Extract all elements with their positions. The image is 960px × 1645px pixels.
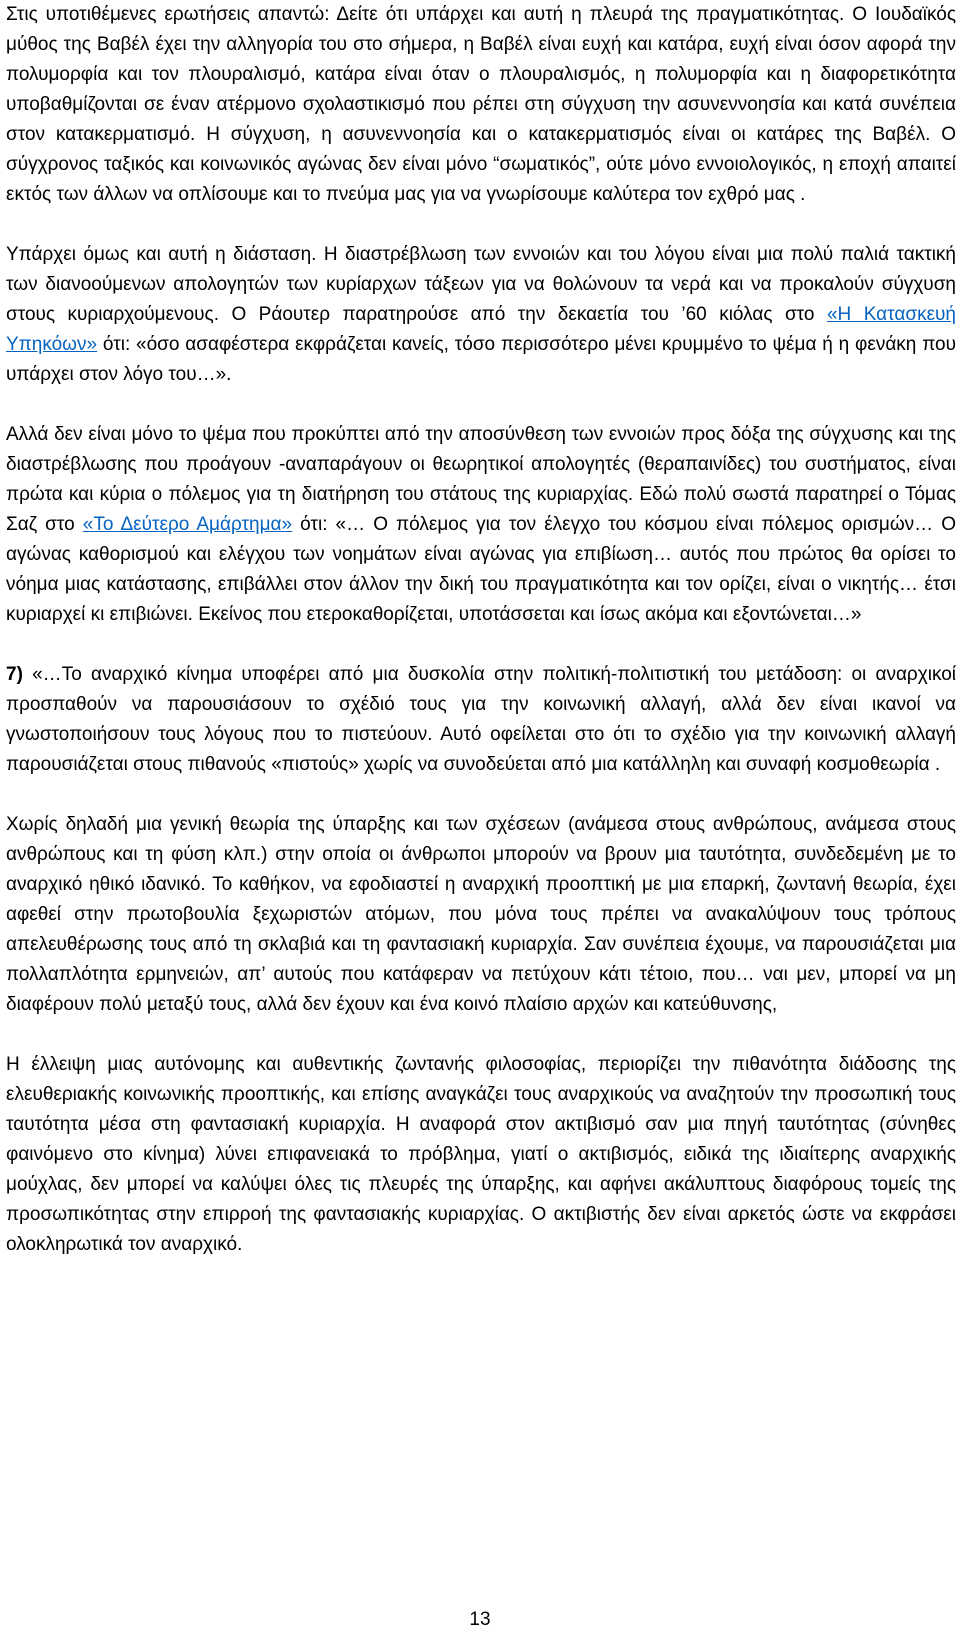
paragraph-3-text-end: ότι: «… Ο πόλεμος για τον έλεγχο του κόσμου είναι πόλεμος ορισμών… Ο αγώνας καθορισμού και ελέγχου των νοημάτων είναι αγώνας για επιβίωση… αυτός που πρώτος θα ορίσει το νόημα μιας κατάστασης, επιβάλλει στον άλλον την δική του πραγματικότητα και τον ορίζει, είναι ο νικητής… έτσι κυριαρχεί κι επιβιώνει. Εκείνος που ετεροκαθορίζεται, υποτάσσεται και ίσως ακόμα και εξοντώνεται…» <box>6 514 957 625</box>
paragraph-6-text: Η έλλειψη μιας αυτόνομης και αυθεντικής ζωντανής φιλοσοφίας, περιορίζει την πιθανότητα διάδοσης της ελευθεριακής κοινωνικής προοπτικής, και επίσης αναγκάζει τους αναρχικούς να αναζητούν την προσωπική τους ταυτότητα μέσα στη φαντασιακή κυριαρχία. Η αναφορά στον ακτιβισμό σαν μια πηγή ταυτότητας (σύνηθες φαινόμενο στο κίνημα) λύνει επιφανειακά το πρόβλημα, γιατί ο ακτιβισμός, ειδικά της ιδιαίτερης αναρχικής μούχλας, δεν μπορεί να καλύψει όλες τις πλευρές της ύπαρξης, και αφήνει ακάλυπτους διαφόρους τομείς της προσωπικότητας στην επιρροή της φαντασιακής κυριαρχίας. Ο ακτιβιστής δεν είναι αρκετός ώστε να εκφράσει ολοκληρωτικά τον αναρχικό. <box>6 1054 956 1255</box>
paragraph-spacer <box>6 630 956 660</box>
page-number: 13 <box>469 1609 491 1630</box>
paragraph-4 <box>6 660 956 780</box>
book-link-kataskevi-ypikoon[interactable]: «Η Κατασκευή Υπηκόων» <box>6 304 957 355</box>
paragraph-3-text-start: Αλλά δεν είναι μόνο το ψέμα που προκύπτει από την αποσύνθεση των εννοιών προς δόξα της σύγχυσης και της διαστρέβλωσης που προάγουν -αναπαράγουν οι θεωρητικοί απολογητές (θεραπαινίδες) του συστήματος, είναι πρώτα και κύρια ο πόλεμος για τη διατήρηση του στάτους της κυριαρχίας. Εδώ πολύ σωστά παρατηρεί ο Τόμας Σαζ στο <box>6 424 956 535</box>
document-body <box>6 0 956 1260</box>
paragraph-spacer <box>6 780 956 810</box>
paragraph-6 <box>6 1050 956 1260</box>
paragraph-1 <box>6 0 956 210</box>
paragraph-2 <box>6 240 956 390</box>
paragraph-spacer <box>6 210 956 240</box>
note-number: 7) <box>6 664 23 685</box>
paragraph-4-text: «…Το αναρχικό κίνημα υποφέρει από μια δυσκολία στην πολιτική-πολιτιστική του μετάδοση: οι αναρχικοί προσπαθούν να παρουσιάσουν το σχέδιό τους για την κοινωνική αλλαγή, αλλά δεν είναι ικανοί να γνωστοποιήσουν τους λόγους που το πιστεύουν. Αυτό οφείλεται στο ότι το σχέδιο για την κοινωνική αλλαγή παρουσιάζεται στους πιθανούς «πιστούς» χωρίς να συνοδεύεται από μια κατάλληλη και συναφή κοσμοθεωρία . <box>6 664 956 775</box>
paragraph-spacer <box>6 390 956 420</box>
paragraph-3 <box>6 420 956 630</box>
paragraph-1-text: Στις υποτιθέμενες ερωτήσεις απαντώ: Δείτε ότι υπάρχει και αυτή η πλευρά της πραγματικότητας. Ο Ιουδαϊκός μύθος της Βαβέλ έχει την αλληγορία του στο σήμερα, η Βαβέλ είναι ευχή και κατάρα, ευχή είναι όσον αφορά την πολυμορφία και τον πλουραλισμό, κατάρα είναι όταν ο πλουραλισμός, η πολυμορφία και η διαφορετικότητα υποβαθμίζονται σε έναν ατέρμονο σχολαστικισμό που ρέπει στη σύγχυση την ασυνεννοησία και κατά συνέπεια στον κατακερματισμό. Η σύγχυση, η ασυνεννοησία και ο κατακερματισμός είναι οι κατάρες της Βαβέλ. Ο σύγχρονος ταξικός και κοινωνικός αγώνας δεν είναι μόνο “σωματικός”, ούτε μόνο εννοιολογικός, η εποχή απαιτεί εκτός των άλλων να οπλίσουμε και το πνεύμα μας για να γνωρίσουμε καλύτερα τον εχθρό μας . <box>6 4 956 205</box>
paragraph-spacer <box>6 1020 956 1050</box>
paragraph-5 <box>6 810 956 1020</box>
book-link-deftero-amartima[interactable]: «Το Δεύτερο Αμάρτημα» <box>82 514 293 535</box>
paragraph-2-text-end: ότι: «όσο ασαφέστερα εκφράζεται κανείς, τόσο περισσότερο μένει κρυμμένο το ψέμα ή η φενάκη που υπάρχει στον λόγο του…». <box>6 334 956 385</box>
paragraph-5-text: Χωρίς δηλαδή μια γενική θεωρία της ύπαρξης και των σχέσεων (ανάμεσα στους ανθρώπους, ανάμεσα στους ανθρώπους και τη φύση κλπ.) στην οποία οι άνθρωποι μπορούν να βρουν μια ταυτότητα, συνδεδεμένη με το αναρχικό ηθικό ιδανικό. Το καθήκον, να εφοδιαστεί η αναρχική προοπτική με μια επαρκή, ζωντανή θεωρία, έχει αφεθεί στην πρωτοβουλία ξεχωριστών ατόμων, που μόνα τους πρέπει να ανακαλύψουν τους τρόπους απελευθέρωσης τους από τη σκλαβιά και τη φαντασιακή κυριαρχία. Σαν συνέπεια έχουμε, να παρουσιάζεται μια πολλαπλότητα ερμηνειών, απ’ αυτούς που κατάφεραν να πετύχουν κάτι τέτοιο, που… ναι μεν, μπορεί να μη διαφέρουν πολύ μεταξύ τους, αλλά δεν έχουν και ένα κοινό πλαίσιο αρχών και κατεύθυνσης, <box>6 814 956 1015</box>
paragraph-2-text-start: Υπάρχει όμως και αυτή η διάσταση. Η διαστρέβλωση των εννοιών και του λόγου είναι μια πολύ παλιά τακτική των διανοούμενων απολογητών των κυρίαρχων τάξεων για να θολώνουν τα νερά και να προκαλούν σύγχυση στους κυριαρχούμενους. Ο Ράουτερ παρατηρούσε από την δεκαετία του ’60 κιόλας στο <box>6 244 956 325</box>
